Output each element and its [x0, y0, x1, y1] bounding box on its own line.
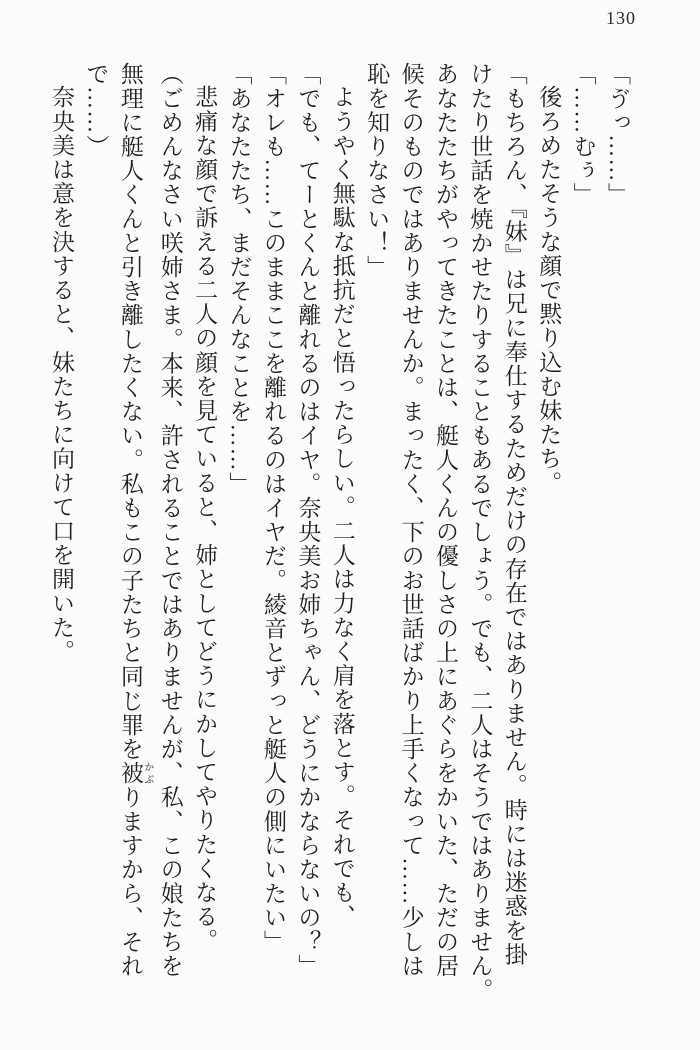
- text-column: 「オレも……このままここを離れるのはイヤだ。綾音とずっと艇人の側にいたい」: [260, 62, 286, 954]
- text-column: 「でも、てーとくんと離れるのはイヤ。奈央美お姉ちゃん、どうにかならないの？」: [295, 62, 321, 978]
- text-column: あなたたちがやってきたことは、艇人くんの優しさの上にあぐらをかいた、ただの居: [432, 62, 458, 978]
- text-column: （ごめんなさい咲姉さま。本来、許されることではありませんが、私、この娘たちを: [157, 62, 183, 978]
- text-column: 候そのものではありませんか。まったく、下のお世話ばかり上手くなって……少しは: [398, 62, 424, 978]
- ruby-base: 被: [117, 760, 143, 786]
- ruby-annotation: [117, 760, 153, 786]
- text-segment: 無理に艇人くんと引き離したくない。私もこの子たちと同じ罪を: [117, 62, 143, 761]
- text-column: [112, 62, 152, 1014]
- page-number: 130: [606, 8, 636, 28]
- text-column: 「あなたたち、まだそんなことを……」: [226, 62, 252, 496]
- text-column: ようやく無駄な抵抗だと悟ったらしい。二人は力なく肩を落とす。それでも、: [329, 85, 355, 929]
- text-column: 恥を知りなさい！」: [364, 62, 390, 279]
- text-column: 後ろめたそうな顔で黙り込む妹たち。: [536, 85, 562, 495]
- text-column: 奈央美は意を決すると、妹たちに向けて口を開いた。: [49, 85, 74, 664]
- text-area: [44, 62, 634, 1014]
- ruby-furigana: かぶ: [141, 760, 153, 785]
- text-segment: りますから、それ: [117, 785, 143, 978]
- text-column: 悲痛な顔で訴える二人の顔を見ていると、姉としてどうにかしてやりたくなる。: [192, 85, 218, 953]
- text-column: けたり世話を焼かせたりすることもあるでしょう。でも、二人はそうではありません。: [467, 62, 493, 1002]
- text-column: 「ゔっ……」: [605, 62, 630, 207]
- text-column: 「もちろん、『妹』は兄に奉仕するためだけの存在ではありません。時には迷惑を掛: [501, 62, 527, 967]
- text-column: で……）: [83, 62, 109, 159]
- text-column: 「……むぅ」: [570, 62, 596, 207]
